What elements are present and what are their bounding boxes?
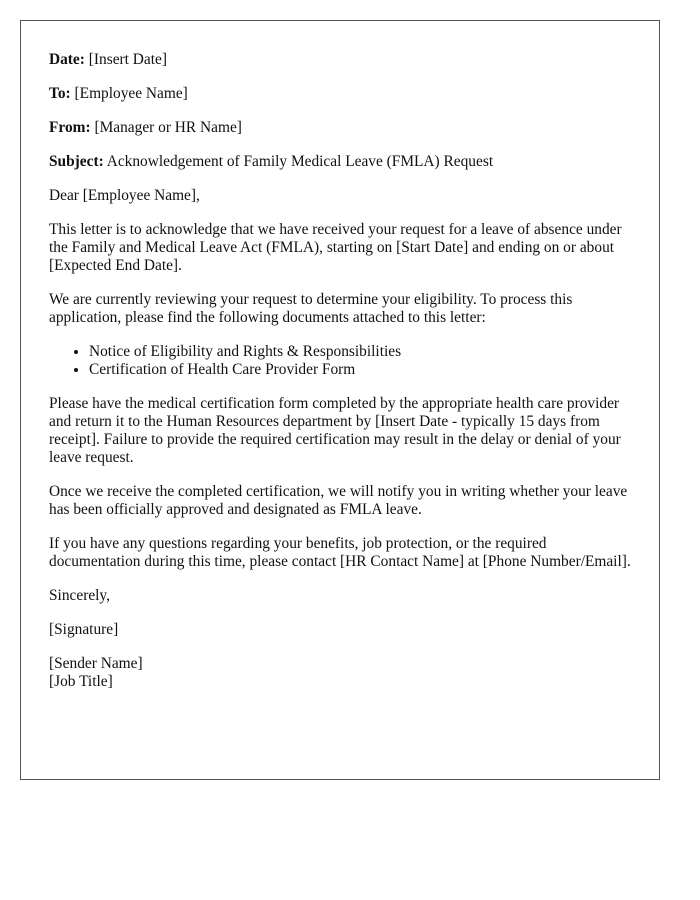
valediction: Sincerely, — [49, 587, 110, 604]
to-value: [Employee Name] — [74, 85, 188, 102]
from-label: From: — [49, 119, 91, 136]
notification-paragraph: Once we receive the completed certification, we will notify you in writing whether your leave has been officially approved and designated as FMLA leave. — [49, 483, 628, 518]
list-item: • Certification of Health Care Provider Form — [89, 361, 631, 379]
contact-paragraph: If you have any questions regarding your benefits, job protection, or the required documentation during this time, please contact [HR Contact Name] at [Phone Number/Email]. — [49, 535, 631, 570]
subject-value: Acknowledgement of Family Medical Leave (FMLA) Request — [106, 153, 494, 170]
from-line — [49, 119, 631, 137]
signature-placeholder: [Signature] — [49, 621, 119, 638]
letter-document — [20, 20, 660, 780]
subject-line — [49, 153, 631, 171]
date-label: Date: — [49, 51, 85, 68]
subject-label: Subject: — [49, 153, 104, 170]
to-label: To: — [49, 85, 71, 102]
job-title: [Job Title] — [49, 673, 113, 690]
list-item: • Notice of Eligibility and Rights & Responsibilities — [89, 343, 631, 361]
closing-block — [49, 587, 631, 691]
date-line — [49, 51, 631, 69]
sender-name: [Sender Name] — [49, 655, 143, 672]
to-line — [49, 85, 631, 103]
certification-paragraph: Please have the medical certification form completed by the appropriate health care provider and return it to the Human Resources department by [Insert Date - typically 15 days from receipt]. Failure to provide the required certification may result in the delay or denial of your leave request. — [49, 395, 621, 466]
from-value: [Manager or HR Name] — [94, 119, 242, 136]
salutation: Dear [Employee Name], — [49, 187, 200, 204]
review-paragraph: We are currently reviewing your request to determine your eligibility. To process this application, please find the following documents attached to this letter: — [49, 291, 573, 326]
documents-list — [49, 343, 631, 379]
acknowledgement-paragraph: This letter is to acknowledge that we have received your request for a leave of absence under the Family and Medical Leave Act (FMLA), starting on [Start Date] and ending on or about [Expected End Date]. — [49, 221, 622, 274]
date-value: [Insert Date] — [88, 51, 167, 68]
